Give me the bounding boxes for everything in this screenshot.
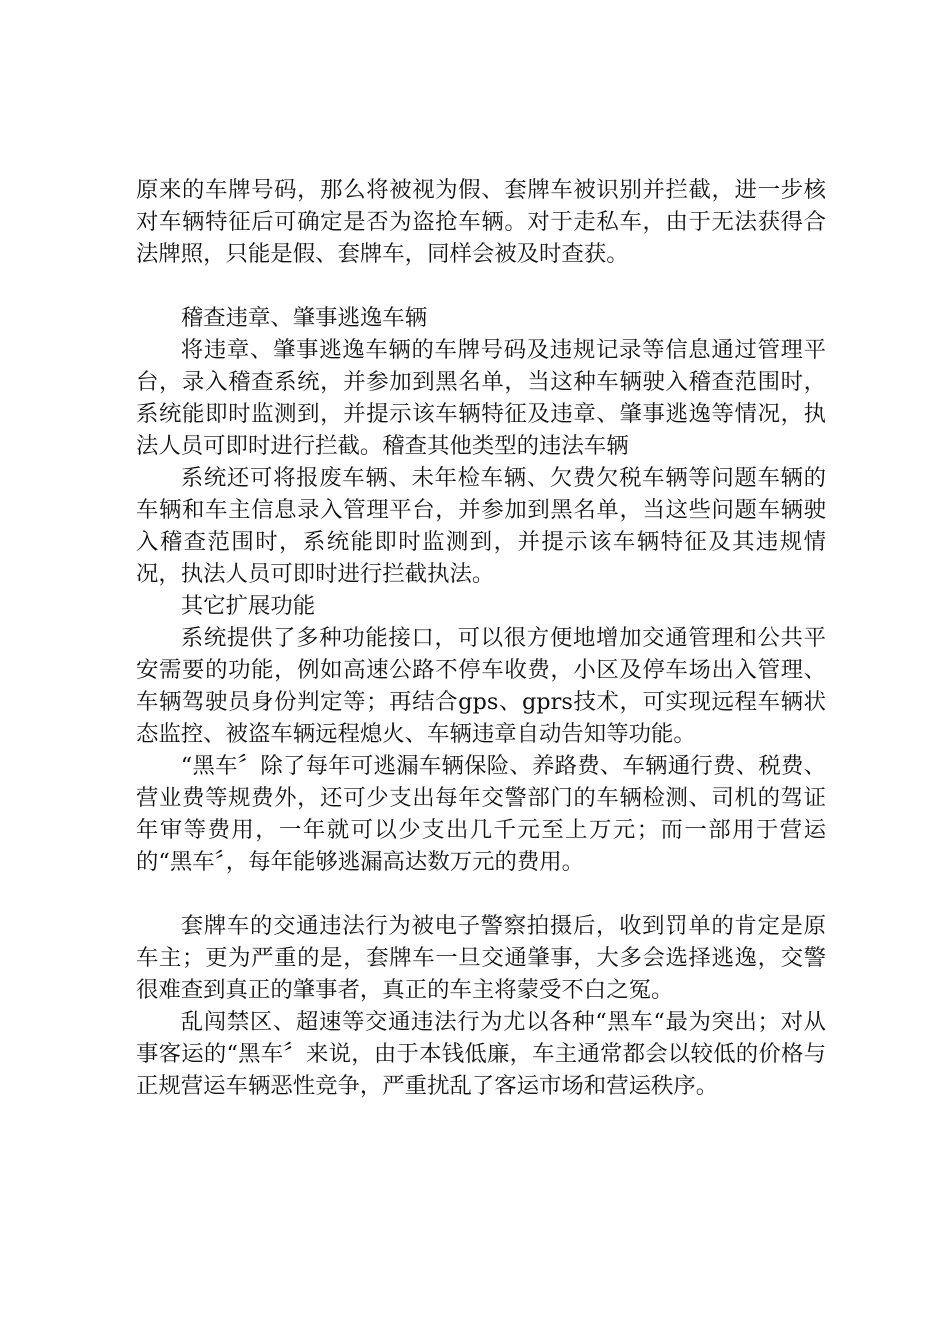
paragraph-problem-vehicles: 系统还可将报废车辆、未年检车辆、欠费欠税车辆等问题车辆的车辆和车主信息录入管理平台，并参加到黑名单，当这些问题车辆驶入稽查范围时，系统能即时监测到，并提示该车辆特征及其违规情况，执法人员可即时进行拦截执法。	[136, 465, 826, 587]
section-heading-violations: 稽查违章、肇事逃逸车辆	[180, 305, 428, 331]
paragraph-cloned-plates: 套牌车的交通违法行为被电子警察拍摄后，收到罚单的肯定是原车主；更为严重的是，套牌车一旦交通肇事，大多会选择逃逸，交警很难查到真正的肇事者，真正的车主将蒙受不白之冤。	[136, 913, 826, 1003]
paragraph-intro: 原来的车牌号码，那么将被视为假、套牌车被识别并拦截，进一步核对车辆特征后可确定是否为盗抢车辆。对于走私车，由于无法获得合法牌照，只能是假、套牌车，同样会被及时查获。	[136, 177, 826, 267]
paragraph-gap	[136, 270, 826, 302]
paragraph-extensions: 系统提供了多种功能接口，可以很方便地增加交通管理和公共平安需要的功能，例如高速公路不停车收费，小区及停车场出入管理、车辆驾驶员身份判定等；再结合gps、gprs技术，可实现远程车辆状态监控、被盗车辆远程熄火、车辆违章自动告知等功能。	[136, 625, 826, 747]
document-page	[136, 174, 826, 1102]
paragraph-black-cars-fees: “黑车〞除了每年可逃漏车辆保险、养路费、车辆通行费、税费、营业费等规费外，还可少支出每年交警部门的车辆检测、司机的驾证年审等费用，一年就可以少支出几千元至上万元；而一部用于营运的“黑车〞，每年能够逃漏高达数万元的费用。	[136, 753, 826, 875]
paragraph-gap	[136, 878, 826, 910]
paragraph-traffic-violations: 乱闯禁区、超速等交通违法行为尤以各种“黑车“最为突出；对从事客运的“黑车〞来说，由于本钱低廉，车主通常都会以较低的价格与正规营运车辆恶性竞争，严重扰乱了客运市场和营运秩序。	[136, 1009, 826, 1099]
section-heading-extensions: 其它扩展功能	[180, 593, 316, 619]
paragraph-violations: 将违章、肇事逃逸车辆的车牌号码及违规记录等信息通过管理平台，录入稽查系统，并参加到黑名单，当这种车辆驶入稽查范围时，系统能即时监测到，并提示该车辆特征及违章、肇事逃逸等情况，执法人员可即时进行拦截。稽查其他类型的违法车辆	[136, 337, 826, 459]
